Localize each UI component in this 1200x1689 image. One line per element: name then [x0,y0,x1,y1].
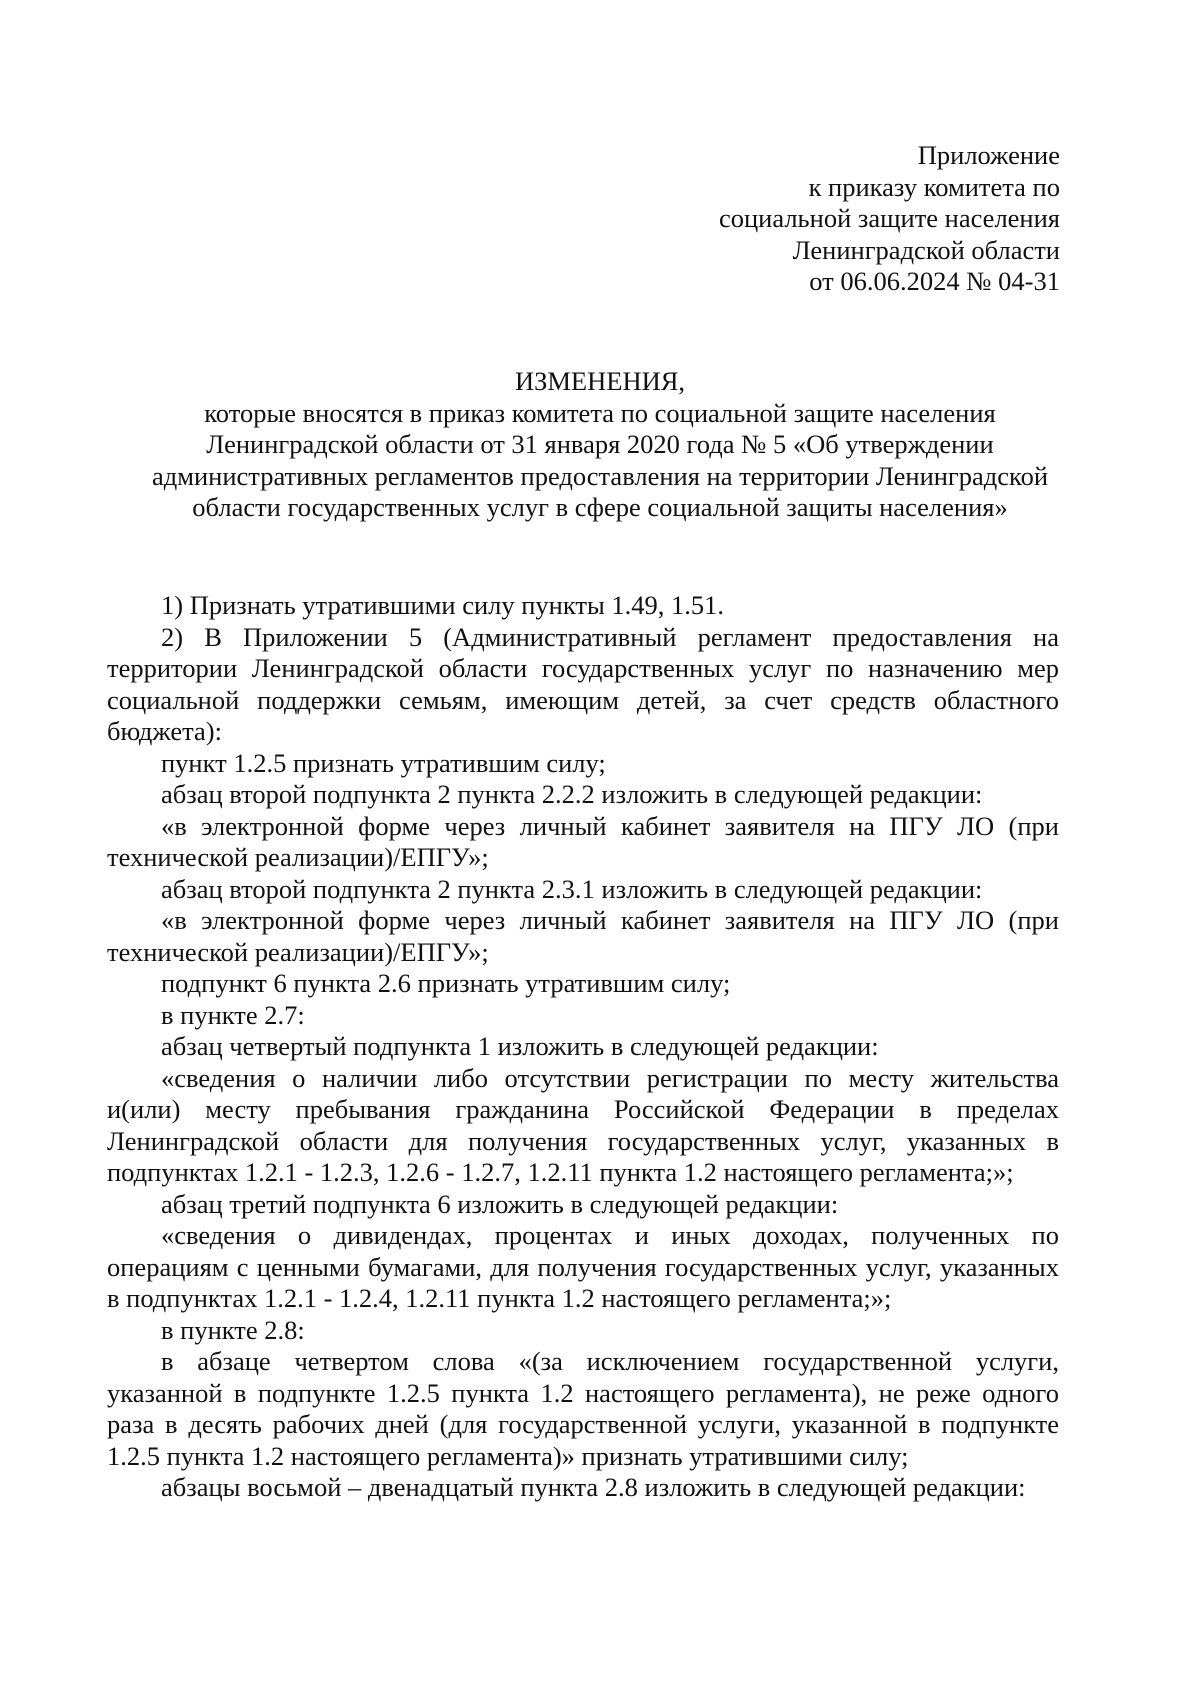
paragraph: абзацы восьмой – двенадцатый пункта 2.8 изложить в следующей редакции: [161,1472,1026,1502]
paragraph: абзац второй подпункта 2 пункта 2.2.2 изложить в следующей редакции: [161,779,983,809]
document-body [107,590,1059,1504]
paragraph: абзац второй подпункта 2 пункта 2.3.1 изложить в следующей редакции: [161,873,983,904]
title-line: которые вносятся в приказ комитета по социальной защите населения [204,397,996,428]
paragraph: 1) Признать утратившими силу пункты 1.49, 1.51. [161,590,725,620]
title-line: административных регламентов предоставления на территории Ленинградской [151,460,1049,491]
paragraph: 2) В Приложении 5 (Административный регламент предоставления на территории Ленинградской области государственных услуг по назначению мер социальной поддержки семьям, имеющим детей, за счет средств областного бюджета): [107,621,1059,746]
title-line: Ленинградской области от 31 января 2020 года № 5 «Об утверждении [206,429,994,459]
title-heading: ИЗМЕНЕНИЯ, [514,366,686,396]
paragraph: в абзаце четвертом слова «(за исключением государственной услуги, указанной в подпункте 1.2.5 пункта 1.2 настоящего регламента), не реже одного раза в десять рабочих дней (для государственной услуги, указанной в подпункте 1.2.5 пункта 1.2 настоящего регламента)» признать утратившими силу; [107,1346,1059,1471]
paragraph: «в электронной форме через личный кабинет заявителя на ПГУ ЛО (при технической реализации)/ЕПГУ»; [107,905,1059,967]
document-title [100,366,1100,524]
paragraph: абзац четвертый подпункта 1 изложить в следующей редакции: [161,1031,879,1061]
appendix-header [719,140,1060,298]
appendix-line: к приказу комитета по [808,171,1060,202]
paragraph: в пункте 2.7: [161,999,305,1030]
paragraph: «в электронной форме через личный кабинет заявителя на ПГУ ЛО (при технической реализации)/ЕПГУ»; [107,810,1059,872]
paragraph: пункт 1.2.5 признать утратившим силу; [161,747,606,778]
paragraph: в пункте 2.8: [161,1314,305,1345]
appendix-date-number: от 06.06.2024 № 04-31 [809,266,1060,296]
appendix-line: социальной защите населения [718,203,1060,233]
paragraph: «сведения о дивидендах, процентах и иных доходах, полученных по операциям с ценными бумагами, для получения государственных услуг, указанных в подпунктах 1.2.1 - 1.2.4, 1.2.11 пункта 1.2 настоящего регламента;»; [107,1220,1059,1313]
paragraph: «сведения о наличии либо отсутствии регистрации по месту жительства и(или) месту пребывания гражданина Российской Федерации в пределах Ленинградской области для получения государственных услуг, указанных в подпунктах 1.2.1 - 1.2.3, 1.2.6 - 1.2.7, 1.2.11 пункта 1.2 настоящего регламента;»; [107,1062,1059,1187]
paragraph: абзац третий подпункта 6 изложить в следующей редакции: [161,1188,839,1219]
appendix-line: Приложение [917,140,1060,170]
title-line: области государственных услуг в сфере социальной защиты населения» [192,492,1008,522]
appendix-line: Ленинградской области [792,234,1060,265]
paragraph: подпункт 6 пункта 2.6 признать утратившим силу; [161,968,731,998]
